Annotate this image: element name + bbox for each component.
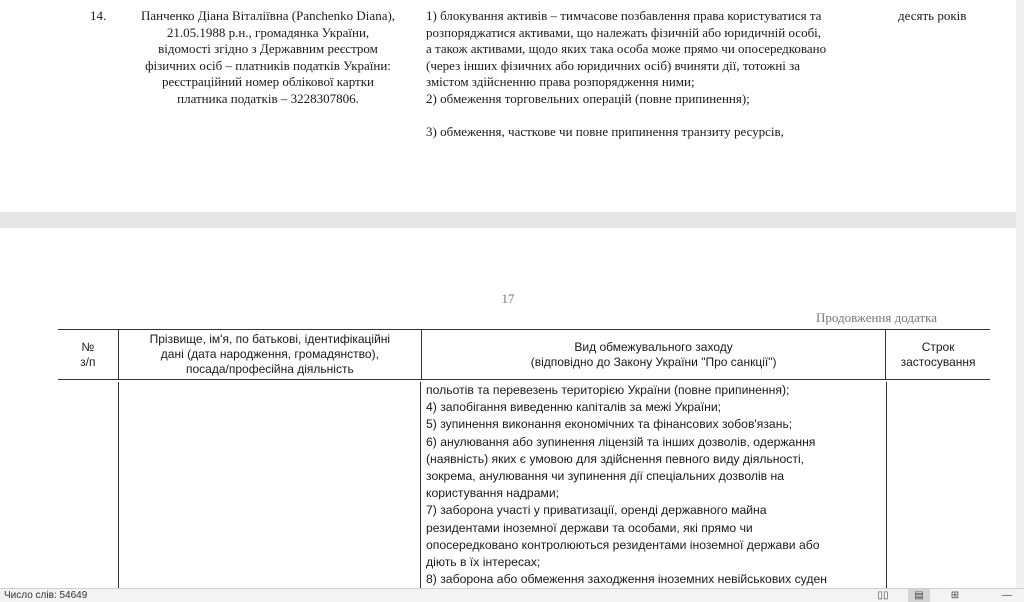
sanction-measures: 1) блокування активів – тимчасове позбавлення права користуватися та розпоряджатися активами, що належать фізичній або юридичній особі, а також активами, щодо яких така особа може прямо чи опосередковано (через інших фізичних або юридичних осіб) вчиняти дії, тотожні за змістом здійсненню права розпорядження ними; 2) обмеження торговельних операцій (повне припинення); 3) обмеження, часткове чи повне припинення транзиту ресурсів,: [426, 8, 827, 139]
row-number: 14.: [90, 8, 107, 23]
web-layout-icon[interactable]: ⊞: [950, 590, 960, 601]
person-details: Панченко Діана Віталіївна (Panchenko Diana), 21.05.1988 р.н., громадянка України, відомості згідно з Державним реєстром фізичних осіб – платників податків України: реєстраційний номер облікової картки платника податків – 3228307806.: [140, 8, 396, 106]
focus-icon[interactable]: —: [1002, 590, 1012, 601]
sanction-measures-continued: польотів та перевезень територією України (повне припинення); 4) запобігання виведенню капіталів за межі України; 5) зупинення виконання економічних та фінансових зобов'язань; 6) анулювання або зупинення ліцензій та інших дозволів, одержання (наявність) яких є умовою для здійснення певного виду діяльності, зокрема, анулювання чи зупинення дії спеціальних дозволів на користування надрами; 7) заборона участі у приватизації, оренді державного майна резидентами іноземної держави та особами, які прямо чи опосередковано контролюються резидентами іноземної держави або діють в їх інтересах; 8) заборона або обмеження заходження іноземних невійськових суден: [426, 383, 827, 587]
status-bar: [0, 588, 1024, 602]
header-measure: Вид обмежувального заходу (відповідно до Закону України "Про санкції"): [422, 330, 886, 380]
document-page-bottom: [0, 228, 1016, 588]
column-divider: [118, 382, 119, 588]
document-page-top: [0, 0, 1016, 212]
column-divider: [420, 382, 421, 588]
header-number: № з/п: [58, 330, 118, 380]
print-layout-icon[interactable]: ▤: [908, 589, 930, 602]
header-term: Строк застосування: [886, 330, 990, 380]
read-mode-icon[interactable]: ▯▯: [877, 590, 889, 601]
sanction-term: десять років: [898, 8, 967, 23]
page-number: 17: [501, 291, 515, 306]
vertical-scrollbar[interactable]: [1016, 0, 1024, 588]
header-person: Прізвище, ім'я, по батькові, ідентифікаційні дані (дата народження, громадянство), посада/професійна діяльність: [118, 330, 421, 380]
continuation-label: Продовження додатка: [816, 310, 937, 325]
table-header: [58, 329, 990, 380]
word-count[interactable]: Число слів: 54649: [4, 590, 88, 601]
